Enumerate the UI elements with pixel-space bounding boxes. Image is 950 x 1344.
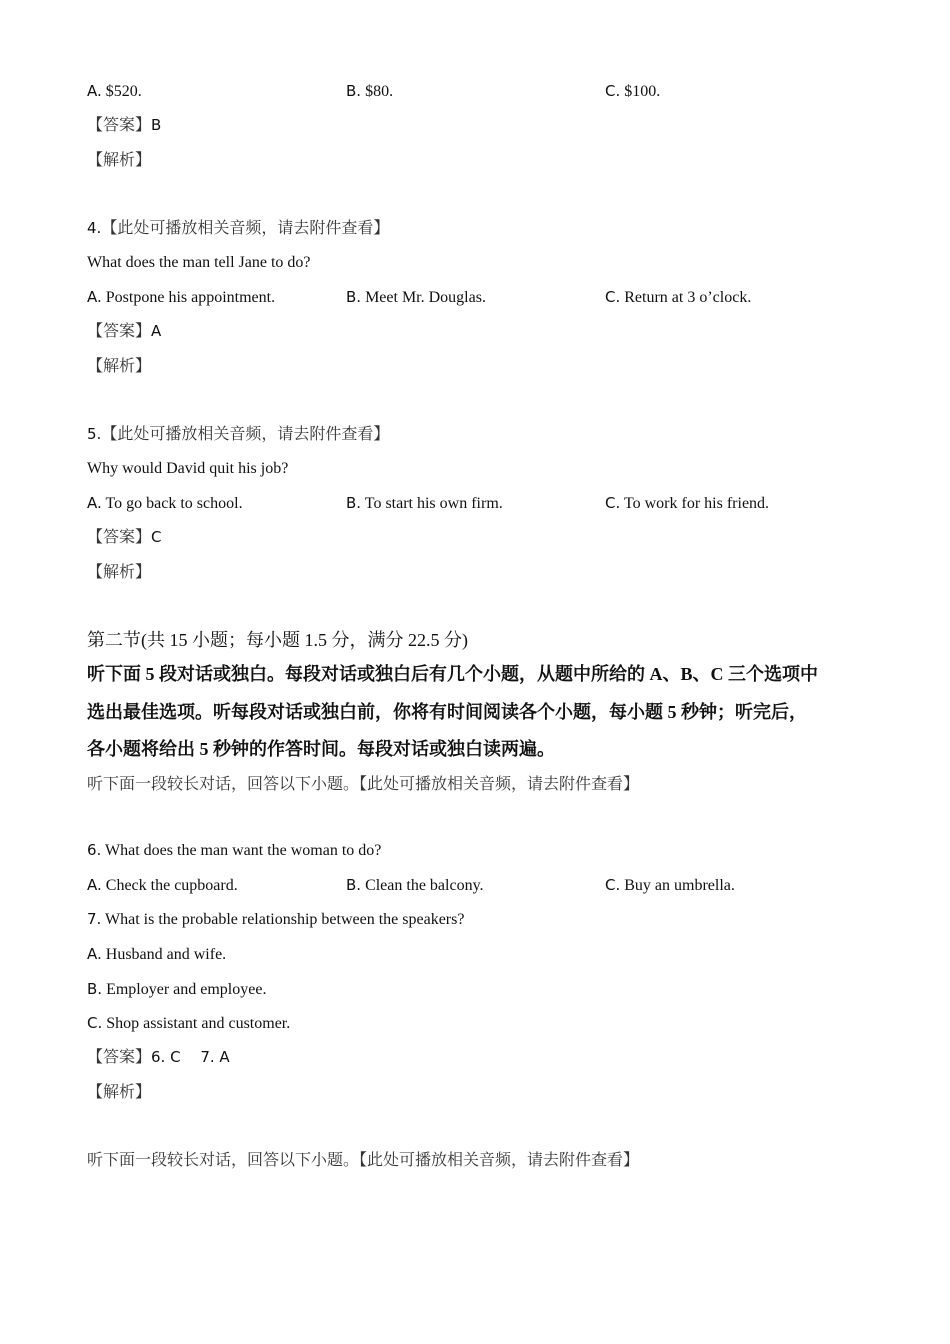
q4-header: 4.【此处可播放相关音频，请去附件查看】: [87, 218, 390, 237]
section2-title: 第二节(共 15 小题；每小题 1.5 分，满分 22.5 分): [87, 630, 468, 650]
section2-instructions-line3: 各小题将给出 5 秒钟的作答时间。每段对话或独白读两遍。: [87, 739, 555, 759]
q5-question: Why would David quit his job?: [87, 460, 289, 477]
q5-option-c: C. To work for his friend.: [605, 494, 770, 512]
section2-instructions-line2: 选出最佳选项。听每段对话或独白前，你将有时间阅读各个小题，每小题 5 秒钟；听完后，: [87, 702, 807, 722]
q4-option-c: C. Return at 3 o’clock.: [605, 288, 752, 306]
q4-option-a: A. Postpone his appointment.: [87, 288, 276, 306]
q6-option-b: B. Clean the balcony.: [346, 876, 484, 894]
q7-option-b: B. Employer and employee.: [87, 980, 267, 998]
q7-question: 7. What is the probable relationship between the speakers?: [87, 910, 465, 928]
section2-instructions-line1: 听下面 5 段对话或独白。每段对话或独白后有几个小题，从题中所给的 A、B、C 三个选项中: [87, 664, 818, 684]
q3-option-b: B. $80.: [346, 82, 394, 100]
q4-question: What does the man tell Jane to do?: [87, 254, 311, 271]
q6-7-answer: 【答案】6. C 7. A: [87, 1047, 230, 1066]
q6-option-a: A. Check the cupboard.: [87, 876, 238, 894]
q6-7-analysis: 【解析】: [87, 1082, 152, 1101]
q7-option-a: A. Husband and wife.: [87, 945, 227, 963]
q3-answer: 【答案】B: [87, 115, 162, 134]
q6-option-c: C. Buy an umbrella.: [605, 876, 735, 894]
q4-analysis: 【解析】: [87, 356, 152, 375]
q7-option-c: C. Shop assistant and customer.: [87, 1014, 291, 1032]
q5-option-b: B. To start his own firm.: [346, 494, 503, 512]
q4-option-b: B. Meet Mr. Douglas.: [346, 288, 486, 306]
q3-option-a: A. $520.: [87, 82, 142, 100]
q5-option-a: A. To go back to school.: [87, 494, 243, 512]
q3-option-c: C. $100.: [605, 82, 661, 100]
q6-question: 6. What does the man want the woman to do?: [87, 841, 382, 859]
q5-header: 5.【此处可播放相关音频，请去附件查看】: [87, 424, 390, 443]
q5-analysis: 【解析】: [87, 562, 152, 581]
listen-note-2: 听下面一段较长对话，回答以下小题。【此处可播放相关音频，请去附件查看】: [87, 1150, 640, 1169]
q3-analysis: 【解析】: [87, 150, 152, 169]
q5-answer: 【答案】C: [87, 527, 162, 546]
listen-note-1: 听下面一段较长对话，回答以下小题。【此处可播放相关音频，请去附件查看】: [87, 774, 640, 793]
q4-answer: 【答案】A: [87, 321, 162, 340]
